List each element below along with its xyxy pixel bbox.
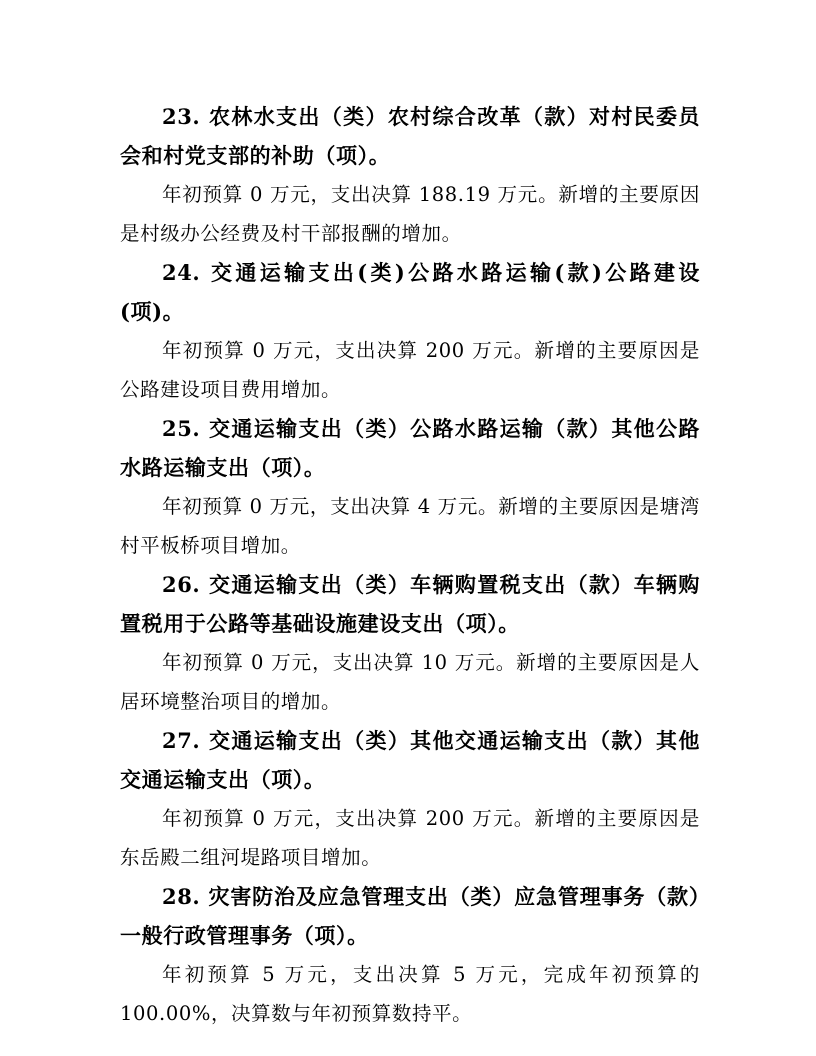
item-body: 年初预算 0 万元，支出决算 200 万元。新增的主要原因是公路建设项目费用增加。 (120, 339, 700, 401)
item-heading: 24. 交通运输支出(类)公路水路运输(款)公路建设(项)。 (120, 260, 700, 324)
expenditure-item-25 (120, 409, 700, 565)
expenditure-item-28 (120, 877, 700, 1033)
document-content (120, 97, 700, 1033)
item-body: 年初预算 0 万元，支出决算 200 万元。新增的主要原因是东岳殿二组河堤路项目增加。 (120, 807, 700, 869)
expenditure-item-24 (120, 253, 700, 409)
item-body: 年初预算 0 万元，支出决算 10 万元。新增的主要原因是人居环境整治项目的增加。 (120, 651, 700, 713)
item-heading: 26. 交通运输支出（类）车辆购置税支出（款）车辆购置税用于公路等基础设施建设支出（项）。 (120, 572, 700, 636)
expenditure-item-27 (120, 721, 700, 877)
item-heading: 25. 交通运输支出（类）公路水路运输（款）其他公路水路运输支出（项）。 (120, 416, 700, 480)
item-heading: 27. 交通运输支出（类）其他交通运输支出（款）其他交通运输支出（项）。 (120, 728, 700, 792)
item-body: 年初预算 0 万元，支出决算 188.19 万元。新增的主要原因是村级办公经费及村干部报酬的增加。 (120, 183, 700, 245)
expenditure-item-26 (120, 565, 700, 721)
item-heading: 28. 灾害防治及应急管理支出（类）应急管理事务（款）一般行政管理事务（项）。 (120, 884, 700, 948)
item-body: 年初预算 0 万元，支出决算 4 万元。新增的主要原因是塘湾村平板桥项目增加。 (120, 495, 700, 557)
item-body: 年初预算 5 万元，支出决算 5 万元，完成年初预算的100.00%，决算数与年初预算数持平。 (120, 963, 700, 1025)
expenditure-item-23 (120, 97, 700, 253)
item-heading: 23. 农林水支出（类）农村综合改革（款）对村民委员会和村党支部的补助（项）。 (120, 104, 700, 168)
